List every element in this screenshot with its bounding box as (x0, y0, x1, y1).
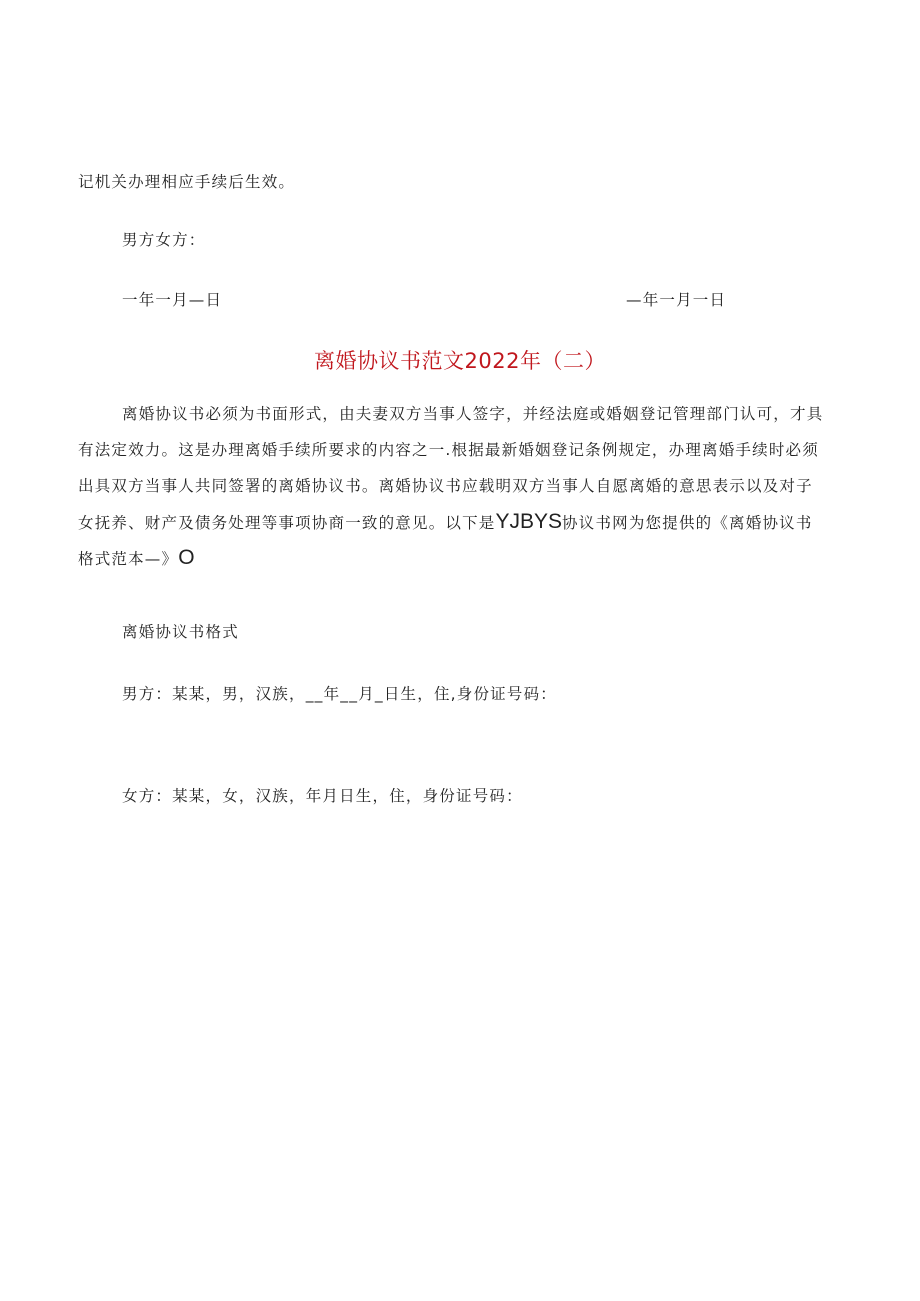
signers-line: 男方女方： (122, 231, 206, 249)
intro-line-text: 格式范本—》 (78, 550, 179, 568)
husband-info-line: 男方：某某，男，汉族，__年__月_日生，住,身份证号码： (122, 685, 557, 703)
date-right: —年一月一日 (626, 291, 727, 309)
format-heading: 离婚协议书格式 (122, 623, 239, 641)
wife-info-line: 女方：某某，女，汉族，年月日生，住，身份证号码： (122, 787, 523, 805)
intro-line (78, 504, 840, 540)
intro-line: 有法定效力。这是办理离婚手续所要求的内容之一.根据最新婚姻登记条例规定，办理离婚手续时必须 (78, 441, 819, 459)
brand-text: YJBYS (495, 510, 563, 533)
intro-line: 出具双方当事人共同签署的离婚协议书。离婚协议书应载明双方当事人自愿离婚的意思表示以及对子 (78, 477, 813, 495)
trailing-mark: O (178, 546, 195, 569)
intro-paragraph (78, 396, 840, 576)
intro-line: 离婚协议书必须为书面形式，由夫妻双方当事人签字，并经法庭或婚姻登记管理部门认可，才具 (122, 405, 824, 423)
intro-line-tail: 协议书网为您提供的《离婚协议书 (562, 514, 813, 532)
section-title: 离婚协议书范文2022年（二） (314, 349, 606, 373)
continuation-text: 记机关办理相应手续后生效。 (78, 173, 296, 191)
date-left: 一年一月—日 (122, 291, 223, 309)
intro-line-text: 女抚养、财产及债务处理等事项协商一致的意见。以下是 (78, 514, 496, 532)
intro-line (78, 540, 840, 576)
